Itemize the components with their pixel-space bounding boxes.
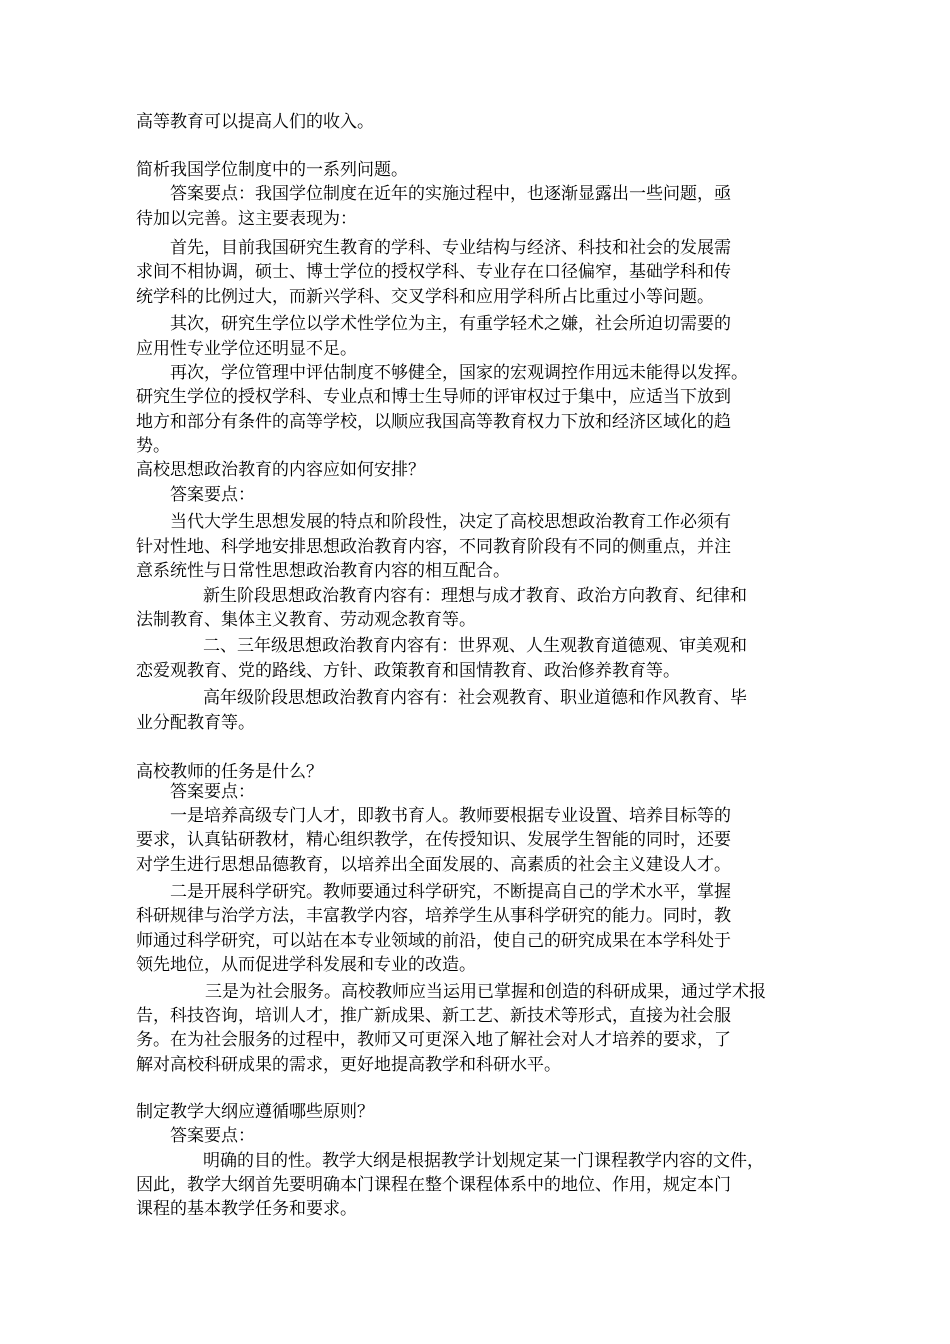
text-line: 三是为社会服务。高校教师应当运用已掌握和创造的科研成果，通过学术报 — [205, 982, 766, 1002]
question-heading: 简析我国学位制度中的一系列问题。 — [136, 160, 408, 180]
text-line: 研究生学位的授权学科、专业点和博士生导师的评审权过于集中，应适当下放到 — [136, 387, 731, 407]
text-line: 求间不相协调，硕士、博士学位的授权学科、专业存在口径偏窄，基础学科和传 — [136, 262, 731, 282]
text-line: 领先地位，从而促进学科发展和专业的改造。 — [136, 955, 476, 975]
text-line: 应用性专业学位还明显不足。 — [136, 339, 357, 359]
text-line: 因此，教学大纲首先要明确本门课程在整个课程体系中的地位、作用，规定本门 — [136, 1175, 731, 1195]
text-line: 待加以完善。这主要表现为： — [136, 209, 357, 229]
text-line: 首先，目前我国研究生教育的学科、专业结构与经济、科技和社会的发展需 — [170, 238, 731, 258]
text-line: 明确的目的性。教学大纲是根据教学计划规定某一门课程教学内容的文件， — [203, 1151, 764, 1171]
text-line: 其次，研究生学位以学术性学位为主，有重学轻术之嫌，社会所迫切需要的 — [170, 314, 731, 334]
text-line: 恋爱观教育、党的路线、方针、政策教育和国情教育、政治修养教育等。 — [136, 661, 680, 681]
text-line: 高等教育可以提高人们的收入。 — [136, 112, 374, 132]
text-line: 高年级阶段思想政治教育内容有：社会观教育、职业道德和作风教育、毕 — [203, 688, 747, 708]
text-line: 针对性地、科学地安排思想政治教育内容，不同教育阶段有不同的侧重点，并注 — [136, 537, 731, 557]
text-line: 答案要点： — [170, 485, 255, 505]
text-line: 要求，认真钻研教材，精心组织教学，在传授知识、发展学生智能的同时，还要 — [136, 830, 731, 850]
text-line: 解对高校科研成果的需求，更好地提高教学和科研水平。 — [136, 1055, 561, 1075]
question-heading: 高校思想政治教育的内容应如何安排？ — [136, 460, 425, 480]
text-line: 再次，学位管理中评估制度不够健全，国家的宏观调控作用远未能得以发挥。 — [170, 363, 748, 383]
text-line: 法制教育、集体主义教育、劳动观念教育等。 — [136, 610, 476, 630]
text-line: 二是开展科学研究。教师要通过科学研究，不断提高自己的学术水平，掌握 — [170, 882, 731, 902]
text-line: 二、三年级思想政治教育内容有：世界观、人生观教育道德观、审美观和 — [203, 636, 747, 656]
text-line: 课程的基本教学任务和要求。 — [136, 1199, 357, 1219]
question-heading: 制定教学大纲应遵循哪些原则？ — [136, 1102, 374, 1122]
text-line: 地方和部分有条件的高等学校，以顺应我国高等教育权力下放和经济区域化的趋 — [136, 412, 731, 432]
question-heading: 高校教师的任务是什么？ — [136, 762, 323, 782]
text-line: 答案要点： — [170, 1126, 255, 1146]
text-line: 新生阶段思想政治教育内容有：理想与成才教育、政治方向教育、纪律和 — [203, 586, 747, 606]
text-line: 一是培养高级专门人才，即教书育人。教师要根据专业设置、培养目标等的 — [170, 806, 731, 826]
text-line: 意系统性与日常性思想政治教育内容的相互配合。 — [136, 561, 510, 581]
text-line: 师通过科学研究，可以站在本专业领域的前沿，使自己的研究成果在本学科处于 — [136, 931, 731, 951]
text-line: 务。在为社会服务的过程中，教师又可更深入地了解社会对人才培养的要求，了 — [136, 1030, 731, 1050]
text-line: 科研规律与治学方法，丰富教学内容，培养学生从事科学研究的能力。同时，教 — [136, 906, 731, 926]
text-line: 对学生进行思想品德教育，以培养出全面发展的、高素质的社会主义建设人才。 — [136, 855, 731, 875]
text-line: 答案要点：我国学位制度在近年的实施过程中，也逐渐显露出一些问题，亟 — [170, 184, 731, 204]
text-line: 业分配教育等。 — [136, 713, 255, 733]
text-line: 告，科技咨询，培训人才，推广新成果、新工艺、新技术等形式，直接为社会服 — [136, 1006, 731, 1026]
text-line: 当代大学生思想发展的特点和阶段性，决定了高校思想政治教育工作必须有 — [170, 512, 731, 532]
text-line: 统学科的比例过大，而新兴学科、交叉学科和应用学科所占比重过小等问题。 — [136, 287, 714, 307]
text-line: 势。 — [136, 436, 170, 456]
text-line: 答案要点： — [170, 782, 255, 802]
